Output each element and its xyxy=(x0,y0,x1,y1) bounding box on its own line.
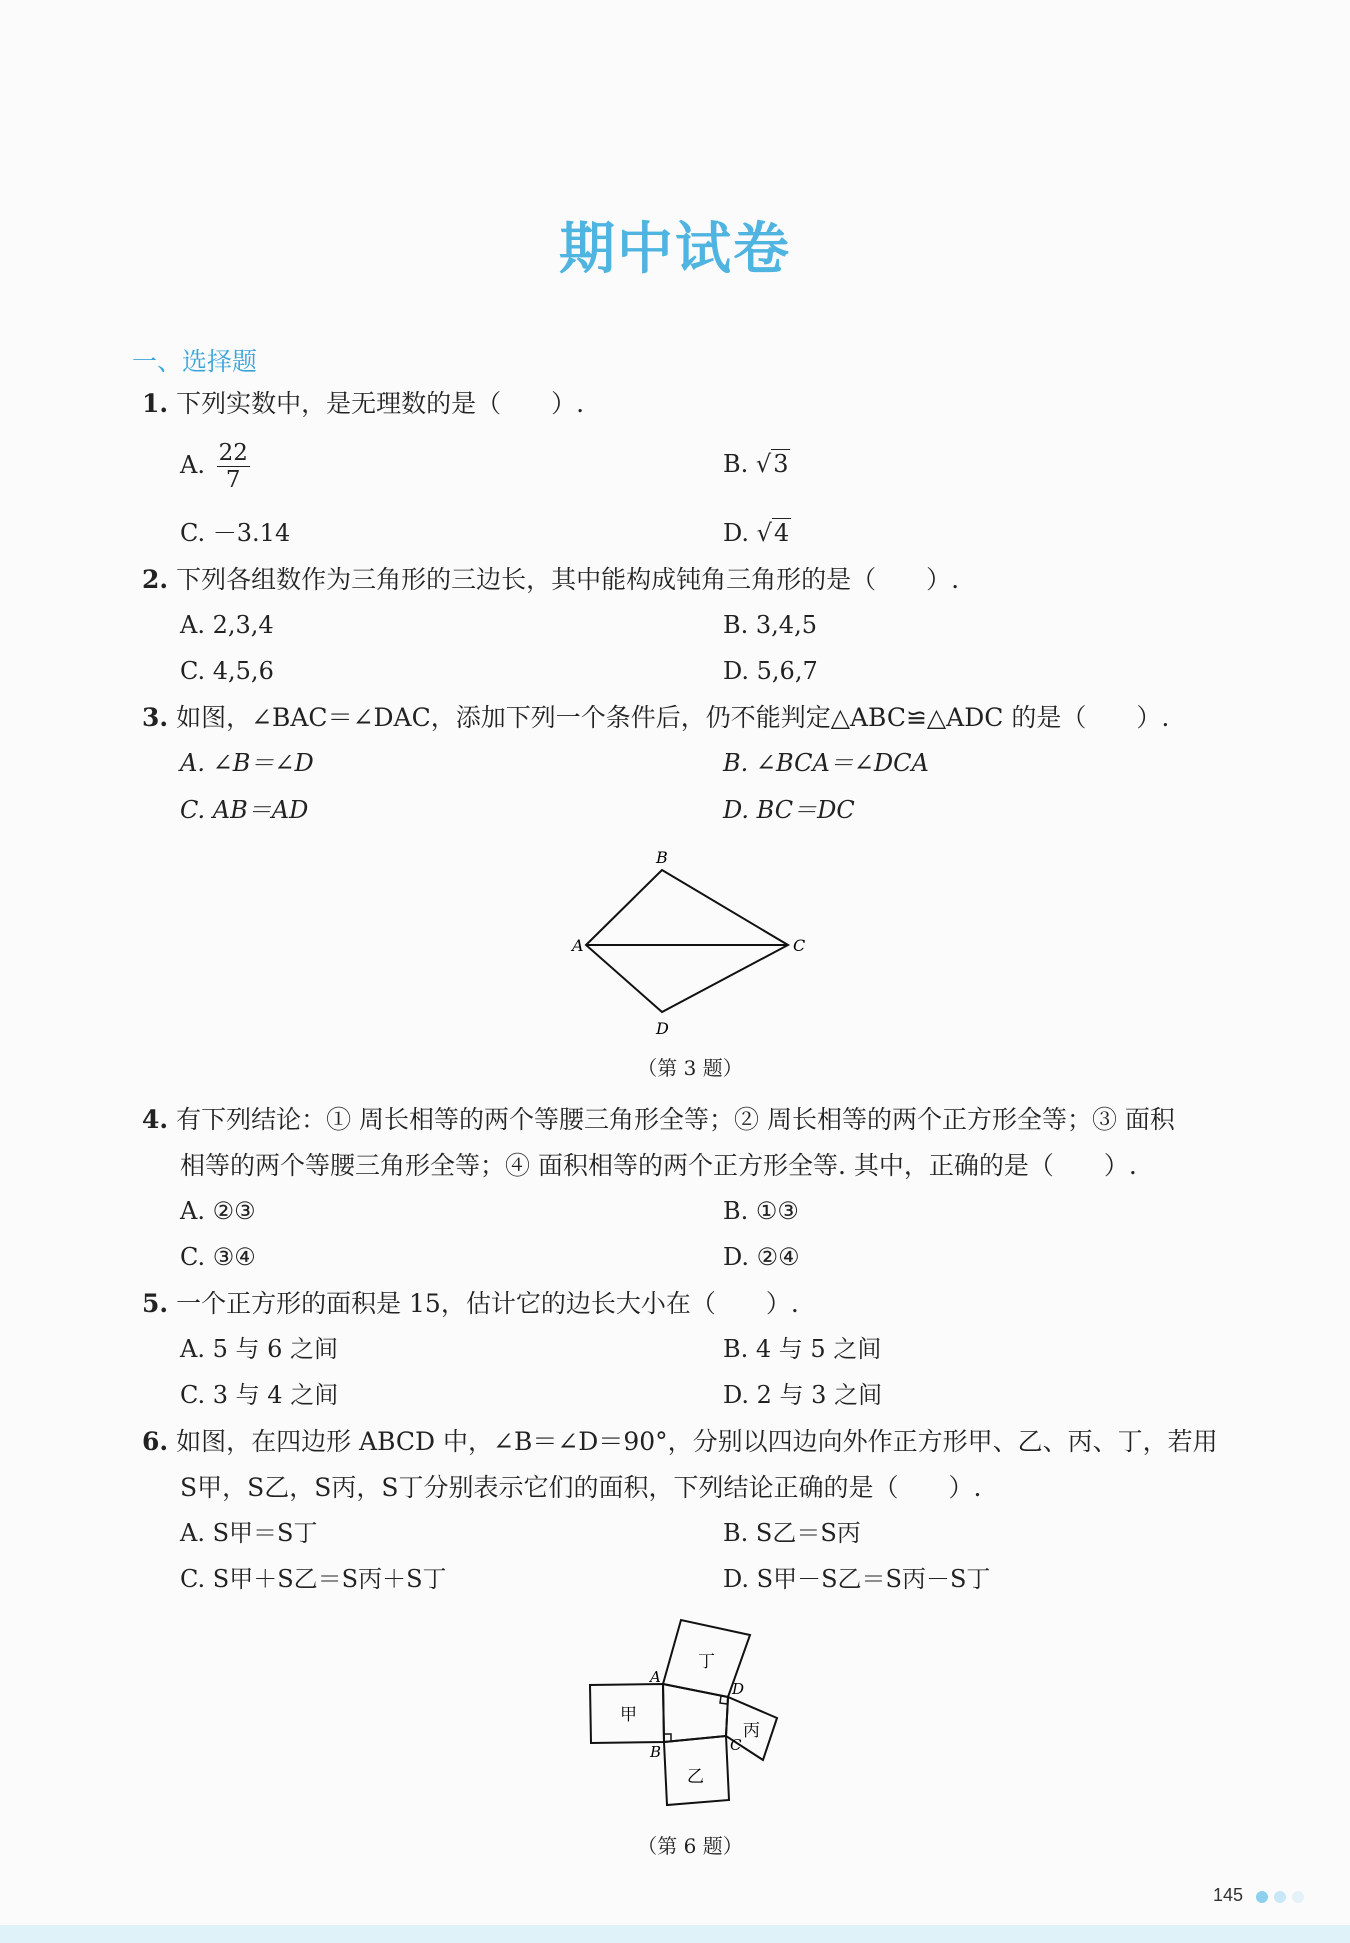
figure-q6-squares xyxy=(580,1610,800,1820)
footer-band xyxy=(0,1925,1350,1943)
q4-option-a: A. ②③ xyxy=(180,1197,256,1225)
q1-option-a xyxy=(180,440,250,493)
q5-option-a: A. 5 与 6 之间 xyxy=(180,1335,339,1363)
question-3 xyxy=(142,701,1169,735)
option-label: B. xyxy=(723,450,749,478)
fraction xyxy=(217,440,250,493)
option-label: C. xyxy=(180,519,206,547)
question-2 xyxy=(142,563,959,597)
q4-option-d: D. ②④ xyxy=(723,1243,800,1271)
question-number: 2. xyxy=(142,565,169,594)
figure-caption-q6: （第 6 题） xyxy=(637,1834,743,1858)
q5-option-c: C. 3 与 4 之间 xyxy=(180,1381,339,1409)
square-label-ding: 丁 xyxy=(698,1652,715,1672)
question-number: 6. xyxy=(142,1427,169,1456)
vertex-label-d: D xyxy=(732,1680,745,1698)
question-text: 下列各组数作为三角形的三边长，其中能构成钝角三角形的是（ ）. xyxy=(176,565,960,594)
question-number: 4. xyxy=(142,1105,169,1134)
q1-option-c xyxy=(180,517,290,549)
page-title: 期中试卷 xyxy=(559,217,791,282)
q1-option-b xyxy=(723,448,790,480)
q5-option-b: B. 4 与 5 之间 xyxy=(723,1335,882,1363)
quadrilateral-abcd xyxy=(663,1684,728,1742)
decor-dot-1 xyxy=(1256,1891,1268,1903)
vertex-label-d: D xyxy=(656,1019,669,1038)
vertex-label-a: A xyxy=(650,1668,661,1686)
q3-option-c: C. AB＝AD xyxy=(180,796,309,824)
q2-option-a: A. 2,3,4 xyxy=(180,611,274,639)
numerator: 22 xyxy=(218,440,248,466)
radicand: 3 xyxy=(773,450,789,478)
q3-option-d: D. BC＝DC xyxy=(723,796,855,824)
question-text: 如图，∠BAC＝∠DAC，添加下列一个条件后，仍不能判定△ABC≌△ADC 的是（ ）. xyxy=(176,703,1170,732)
q2-option-b: B. 3,4,5 xyxy=(723,611,817,639)
question-4-line2: 相等的两个等腰三角形全等；④ 面积相等的两个正方形全等. 其中，正确的是（ ）. xyxy=(180,1151,1137,1180)
question-number: 3. xyxy=(142,703,169,732)
vertex-label-a: A xyxy=(572,936,584,955)
q6-option-c: C. S甲＋S乙＝S丙＋S丁 xyxy=(180,1565,447,1593)
option-label: A. xyxy=(180,451,205,479)
figure-q3-kite xyxy=(560,845,820,1045)
q5-option-d: D. 2 与 3 之间 xyxy=(723,1381,883,1409)
question-text-line1: 有下列结论：① 周长相等的两个等腰三角形全等；② 周长相等的两个正方形全等；③ 面积 xyxy=(176,1105,1175,1134)
question-number: 5. xyxy=(142,1289,169,1318)
page-number: 145 xyxy=(1213,1885,1244,1905)
question-number: 1. xyxy=(142,389,169,418)
square-label-jia: 甲 xyxy=(620,1705,637,1725)
q6-option-b: B. S乙＝S丙 xyxy=(723,1519,861,1547)
square-label-bing: 丙 xyxy=(743,1721,760,1741)
vertex-label-b: B xyxy=(650,1743,662,1761)
q2-option-c: C. 4,5,6 xyxy=(180,657,274,685)
decor-dot-3 xyxy=(1292,1891,1304,1903)
option-text: －3.14 xyxy=(212,519,291,547)
right-angle-mark-b xyxy=(664,1734,671,1741)
square-root: √3 xyxy=(755,450,789,478)
question-4 xyxy=(142,1103,1175,1137)
decor-dot-2 xyxy=(1274,1891,1286,1903)
radicand: 4 xyxy=(773,519,790,547)
question-6 xyxy=(142,1425,1218,1459)
question-1 xyxy=(142,387,584,421)
q3-option-a: A. ∠B＝∠D xyxy=(180,749,314,777)
figure-caption-q3: （第 3 题） xyxy=(637,1056,743,1080)
question-text: 下列实数中，是无理数的是（ ）. xyxy=(176,389,585,418)
square-root: √4 xyxy=(756,519,790,547)
question-text-line1: 如图，在四边形 ABCD 中，∠B＝∠D＝90°，分别以四边向外作正方形甲、乙、丙、丁，若用 xyxy=(176,1427,1218,1456)
q4-option-b: B. ①③ xyxy=(723,1197,799,1225)
question-text: 一个正方形的面积是 15，估计它的边长大小在（ ）. xyxy=(176,1289,799,1318)
q2-option-d: D. 5,6,7 xyxy=(723,657,818,685)
question-5 xyxy=(142,1287,799,1321)
q4-option-c: C. ③④ xyxy=(180,1243,256,1271)
q6-option-d: D. S甲－S乙＝S丙－S丁 xyxy=(723,1565,991,1593)
q6-option-a: A. S甲＝S丁 xyxy=(180,1519,318,1547)
denominator: 7 xyxy=(225,467,241,493)
q1-option-d xyxy=(723,517,791,549)
q3-option-b: B. ∠BCA＝∠DCA xyxy=(723,749,929,777)
vertex-label-c: C xyxy=(730,1736,742,1754)
vertex-label-b: B xyxy=(656,848,668,867)
kite-outline xyxy=(586,870,788,1012)
vertex-label-c: C xyxy=(793,936,806,955)
square-label-yi: 乙 xyxy=(687,1767,704,1787)
option-label: D. xyxy=(723,519,750,547)
section-heading: 一、选择题 xyxy=(132,347,258,376)
question-6-line2: S甲，S乙，S丙，S丁分别表示它们的面积，下列结论正确的是（ ）. xyxy=(180,1473,982,1502)
